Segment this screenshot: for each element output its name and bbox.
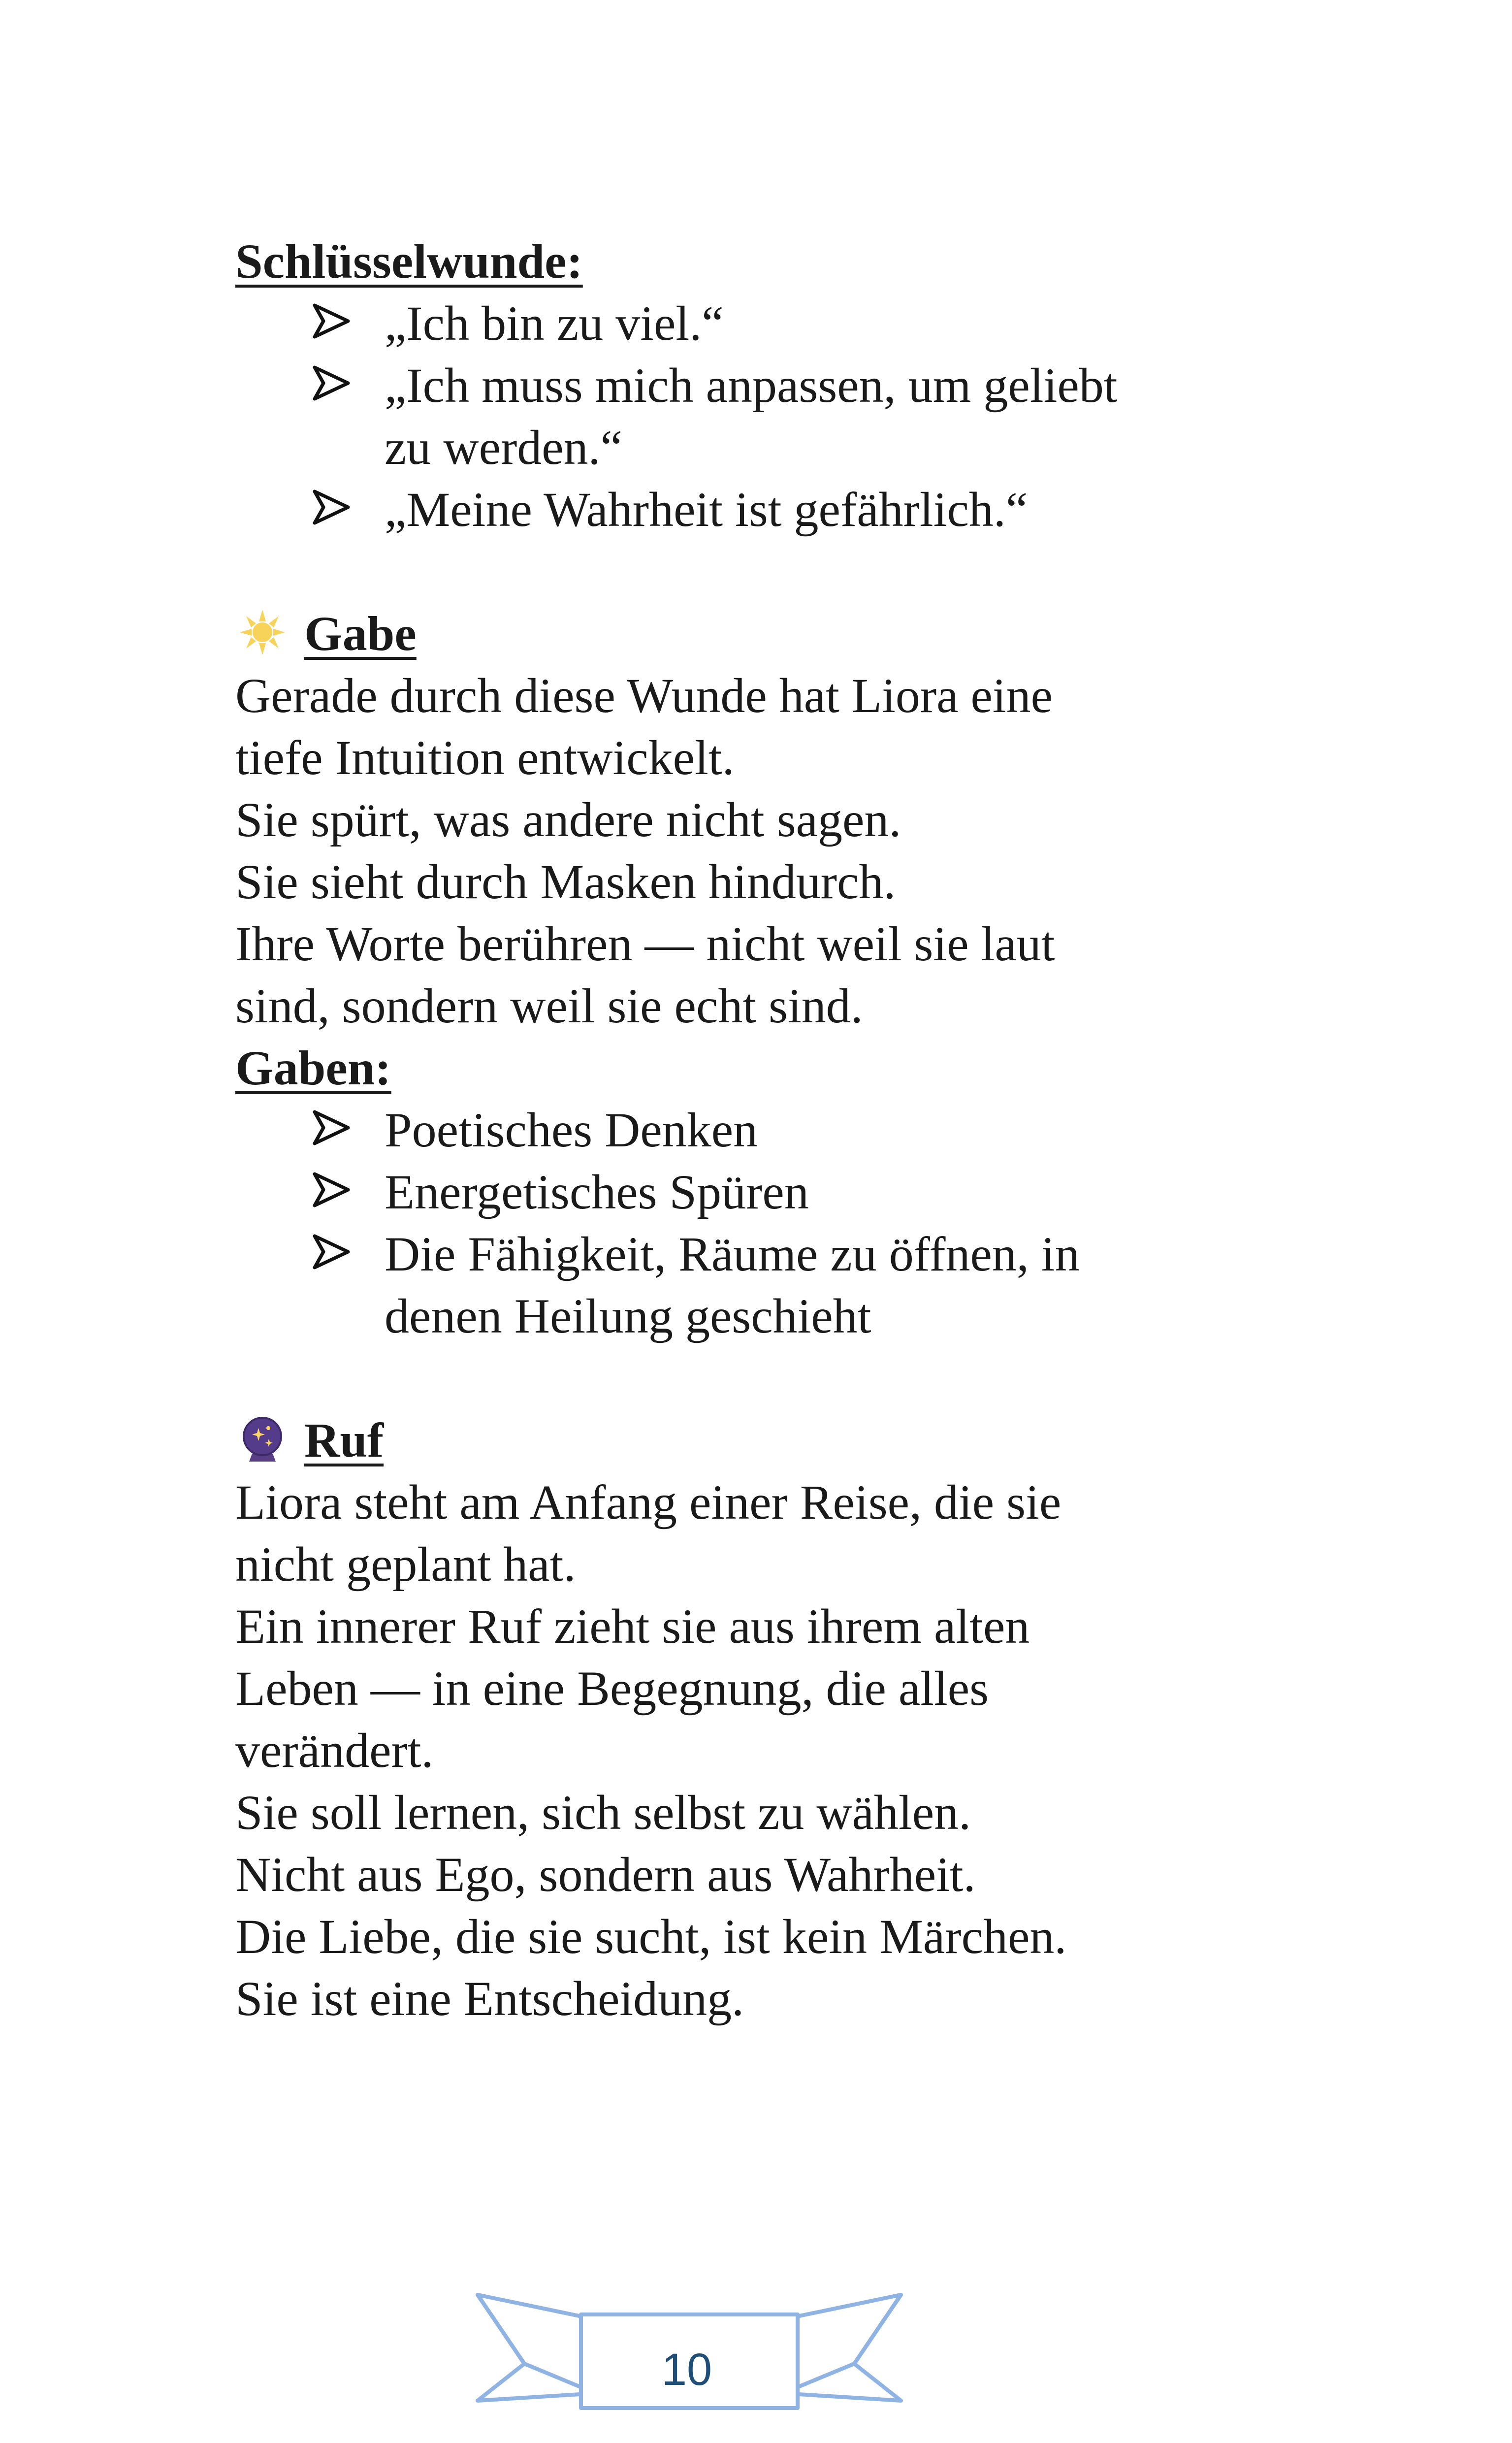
arrow-bullet-icon bbox=[312, 1232, 351, 1271]
call-heading bbox=[235, 1409, 1220, 1471]
page-content bbox=[235, 230, 1220, 2030]
list-item-text: Energetisches Spüren bbox=[385, 1165, 809, 1219]
paragraph-line: sind, sondern weil sie echt sind. bbox=[235, 978, 863, 1033]
list-item bbox=[312, 1223, 1220, 1347]
paragraph-line: Liora steht am Anfang einer Reise, die sie bbox=[235, 1475, 1062, 1530]
paragraph-line: Sie sieht durch Masken hindurch. bbox=[235, 854, 896, 909]
list-item-text: „Meine Wahrheit ist gefährlich.“ bbox=[385, 482, 1028, 537]
list-item-text: denen Heilung geschieht bbox=[385, 1289, 871, 1343]
paragraph-line: Die Liebe, die sie sucht, ist kein Märchen. bbox=[235, 1909, 1067, 1964]
sun-icon bbox=[235, 608, 290, 657]
arrow-bullet-icon bbox=[312, 1170, 351, 1209]
arrow-bullet-icon bbox=[312, 488, 351, 527]
paragraph-line: Ihre Worte berühren — nicht weil sie laut bbox=[235, 916, 1055, 971]
paragraph-line: tiefe Intuition entwickelt. bbox=[235, 730, 735, 785]
paragraph-line: Nicht aus Ego, sondern aus Wahrheit. bbox=[235, 1847, 976, 1902]
list-item bbox=[312, 1161, 1220, 1223]
list-item-text: zu werden.“ bbox=[385, 420, 623, 475]
list-item bbox=[312, 293, 1220, 355]
call-heading-text: Ruf bbox=[304, 1413, 384, 1467]
arrow-bullet-icon bbox=[312, 363, 351, 403]
paragraph-line: Sie spürt, was andere nicht sagen. bbox=[235, 792, 901, 847]
paragraph-line: Sie ist eine Entscheidung. bbox=[235, 1971, 744, 2026]
gift-heading-text: Gabe bbox=[304, 606, 417, 661]
paragraph-line: Sie soll lernen, sich selbst zu wählen. bbox=[235, 1785, 971, 1840]
list-item bbox=[312, 479, 1220, 541]
paragraph-line: Ein innerer Ruf zieht sie aus ihrem alten bbox=[235, 1599, 1030, 1654]
spacer bbox=[235, 1347, 1220, 1409]
arrow-bullet-icon bbox=[312, 1108, 351, 1147]
paragraph-line: nicht geplant hat. bbox=[235, 1537, 576, 1592]
gift-heading bbox=[235, 603, 1220, 665]
spacer bbox=[235, 541, 1220, 603]
gifts-list bbox=[235, 1099, 1220, 1347]
gifts-heading: Gaben: bbox=[235, 1041, 391, 1095]
list-item bbox=[312, 1099, 1220, 1161]
list-item-text: Die Fähigkeit, Räume zu öffnen, in bbox=[385, 1227, 1080, 1281]
list-item bbox=[312, 355, 1220, 479]
list-item-text: „Ich bin zu viel.“ bbox=[385, 296, 724, 351]
arrow-bullet-icon bbox=[312, 301, 351, 341]
page-number: 10 bbox=[661, 2345, 712, 2395]
paragraph-line: verändert. bbox=[235, 1723, 434, 1778]
list-item-text: Poetisches Denken bbox=[385, 1103, 758, 1157]
wounds-list bbox=[235, 293, 1220, 541]
paragraph-line: Leben — in eine Begegnung, die alles bbox=[235, 1661, 989, 1716]
paragraph-line: Gerade durch diese Wunde hat Liora eine bbox=[235, 668, 1053, 723]
crystal-ball-icon bbox=[235, 1414, 290, 1464]
wounds-heading: Schlüsselwunde: bbox=[235, 234, 583, 289]
list-item-text: „Ich muss mich anpassen, um geliebt bbox=[385, 358, 1118, 413]
